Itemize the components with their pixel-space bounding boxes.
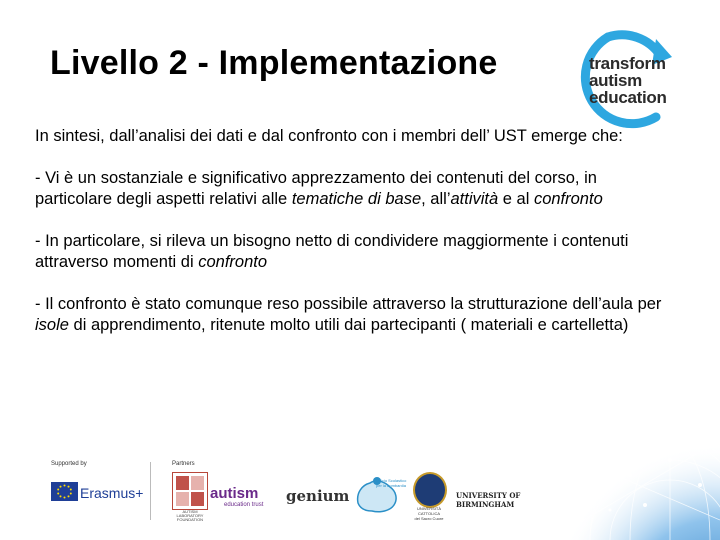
text-run: - Il confronto è stato comunque reso possibile attraverso la strutturazione dell’aula per xyxy=(35,295,662,313)
autism-education-trust-caption: education trust xyxy=(224,502,264,508)
emphasis-confronto: confronto xyxy=(533,190,603,208)
genium-logo: genium xyxy=(286,487,350,505)
partners-label: Partners xyxy=(172,461,195,467)
bham-line-1: UNIVERSITY OF xyxy=(456,491,521,500)
ahl-caption xyxy=(168,510,212,522)
slide-title: Livello 2 - Implementazione xyxy=(50,44,498,82)
bham-line-2: BIRMINGHAM xyxy=(456,500,515,509)
transform-autism-education-logo xyxy=(560,25,690,135)
text-run: , all’ xyxy=(421,190,451,208)
ust-caption-line-1: Ufficio Scolastico xyxy=(376,478,407,483)
cattolica-crest-icon xyxy=(413,472,447,508)
globe-decoration-icon xyxy=(520,400,720,540)
paragraph-structure xyxy=(35,294,675,336)
logo-wordmark xyxy=(589,55,667,106)
emphasis-tematiche: tematiche di base xyxy=(291,190,422,208)
ahl-caption-line-2: LABORATORY xyxy=(176,513,204,518)
text-run: - In particolare, si rileva un bisogno netto di condividere maggiormente i contenuti attraverso momenti di xyxy=(35,232,629,271)
autism-education-trust-logo: autism xyxy=(210,485,259,502)
logo-line-2: autism xyxy=(589,71,642,90)
ahl-emblem-icon xyxy=(173,473,207,509)
emphasis-confronto: confronto xyxy=(198,253,268,271)
paragraph-summary-text: In sintesi, dall’analisi dei dati e dal confronto con i membri dell’ UST emerge che: xyxy=(35,127,623,145)
cattolica-caption-line-1: UNIVERSITÀ xyxy=(416,506,441,511)
emphasis-isole: isole xyxy=(35,316,69,334)
paragraph-need xyxy=(35,231,675,273)
ahl-caption-line-1: AUTISM xyxy=(182,509,198,514)
text-run: di apprendimento, ritenute molto utili dai partecipanti ( materiali e cartelletta) xyxy=(68,316,629,334)
ust-caption-line-2: per la Lombardia xyxy=(376,483,407,488)
cattolica-caption xyxy=(410,506,448,521)
logo-line-1: transform xyxy=(589,54,666,73)
cattolica-caption-line-3: del Sacro Cuore xyxy=(414,516,444,521)
text-run: - Vi è un sostanziale e significativo apprezzamento dei contenuti del corso, in particolare degli aspetti relativi alle xyxy=(35,169,597,208)
autism-laboratory-foundation-logo xyxy=(172,472,208,510)
cattolica-caption-line-2: CATTOLICA xyxy=(417,511,441,516)
ahl-caption-line-3: FOUNDATION xyxy=(176,517,204,522)
ust-caption xyxy=(376,478,406,488)
eu-flag-icon xyxy=(51,482,78,501)
eu-stars-icon xyxy=(51,482,78,501)
logo-line-3: education xyxy=(589,88,667,107)
erasmus-plus-logo: Erasmus+ xyxy=(80,485,144,501)
slide-body xyxy=(35,126,675,357)
supported-by-label: Supported by xyxy=(51,461,87,467)
footer-divider xyxy=(150,462,151,520)
text-run: e al xyxy=(498,190,534,208)
paragraph-appreciation xyxy=(35,168,675,210)
emphasis-attivita: attività xyxy=(450,190,499,208)
paragraph-summary xyxy=(35,126,675,147)
university-of-birmingham-logo xyxy=(456,491,520,509)
